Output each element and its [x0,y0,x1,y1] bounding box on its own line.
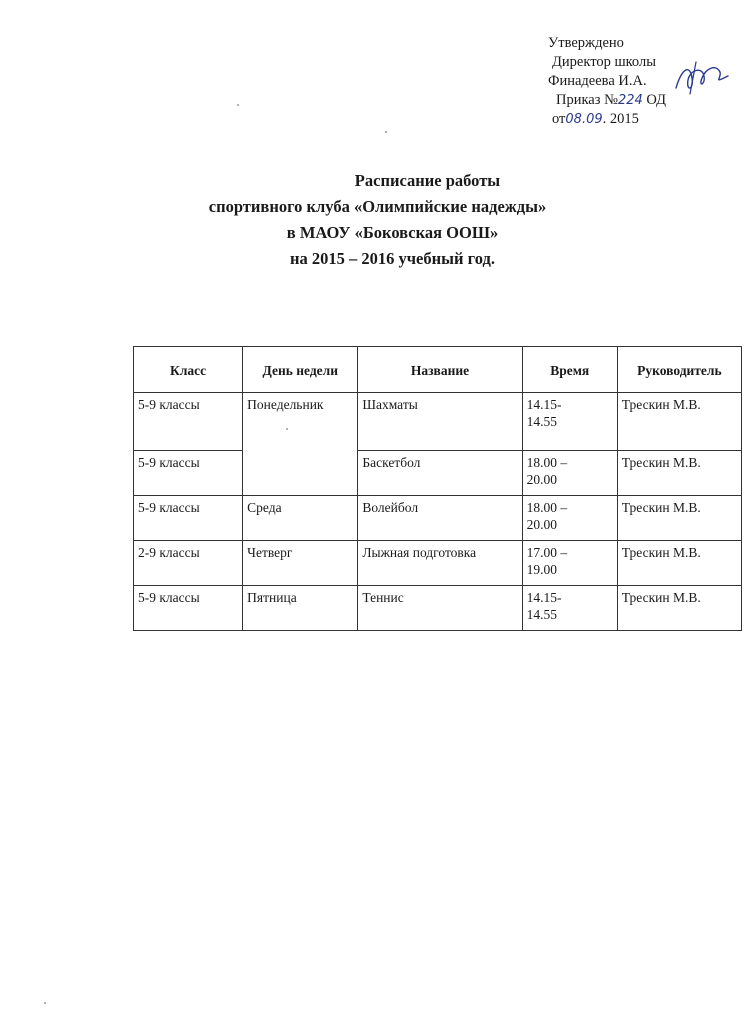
date-prefix: от [552,111,566,127]
cell-day: Среда [243,496,358,541]
cell-class: 5-9 классы [134,586,243,631]
table-row [134,451,742,496]
table-header-row [134,347,742,393]
cell-time: 17.00 – 19.00 [522,541,617,586]
cell-name: Баскетбол [358,451,522,496]
cell-name: Лыжная подготовка [358,541,522,586]
header-day: День недели [243,347,358,393]
cell-day: Четверг [243,541,358,586]
table-row [134,393,742,451]
cell-name: Теннис [358,586,522,631]
cell-day: Пятница [243,586,358,631]
scan-speck [385,131,387,133]
cell-name: Шахматы [358,393,522,451]
cell-leader: Трескин М.В. [617,496,741,541]
cell-day: Понедельник [243,393,358,496]
cell-leader: Трескин М.В. [617,393,741,451]
cell-class: 2-9 классы [134,541,243,586]
scan-speck [286,428,288,430]
approval-position: Директор школы [552,54,656,70]
cell-class: 5-9 классы [134,393,243,451]
cell-time: 18.00 – 20.00 [522,496,617,541]
cell-time: 18.00 – 20.00 [522,451,617,496]
document-title [0,168,745,272]
cell-class: 5-9 классы [134,496,243,541]
approval-approved: Утверждено [548,35,624,51]
cell-time: 14.15- 14.55 [522,393,617,451]
header-class: Класс [134,347,243,393]
table-row [134,541,742,586]
cell-leader: Трескин М.В. [617,451,741,496]
scan-speck [44,1002,46,1004]
title-line-2: спортивного клуба «Олимпийские надежды» [208,197,547,216]
schedule-table [133,346,742,631]
title-line-1: Расписание работы [354,171,501,190]
cell-leader: Трескин М.В. [617,586,741,631]
date-handwritten: 08.09 [565,112,603,127]
cell-class: 5-9 классы [134,451,243,496]
title-line-3: в МАОУ «Боковская ООШ» [286,223,499,242]
table-row [134,586,742,631]
cell-leader: Трескин М.В. [617,541,741,586]
order-suffix: ОД [646,92,667,108]
header-time: Время [522,347,617,393]
scan-speck [237,104,239,106]
cell-name: Волейбол [358,496,522,541]
signature-icon [672,58,732,98]
date-suffix: . 2015 [602,111,639,127]
table-row [134,496,742,541]
approval-director-name: Финадеева И.А. [548,73,647,89]
order-number: 224 [617,93,643,108]
order-prefix: Приказ № [556,92,618,108]
cell-time: 14.15- 14.55 [522,586,617,631]
header-name: Название [358,347,522,393]
title-line-4: на 2015 – 2016 учебный год. [290,249,495,268]
header-leader: Руководитель [617,347,741,393]
approval-date [548,110,738,129]
